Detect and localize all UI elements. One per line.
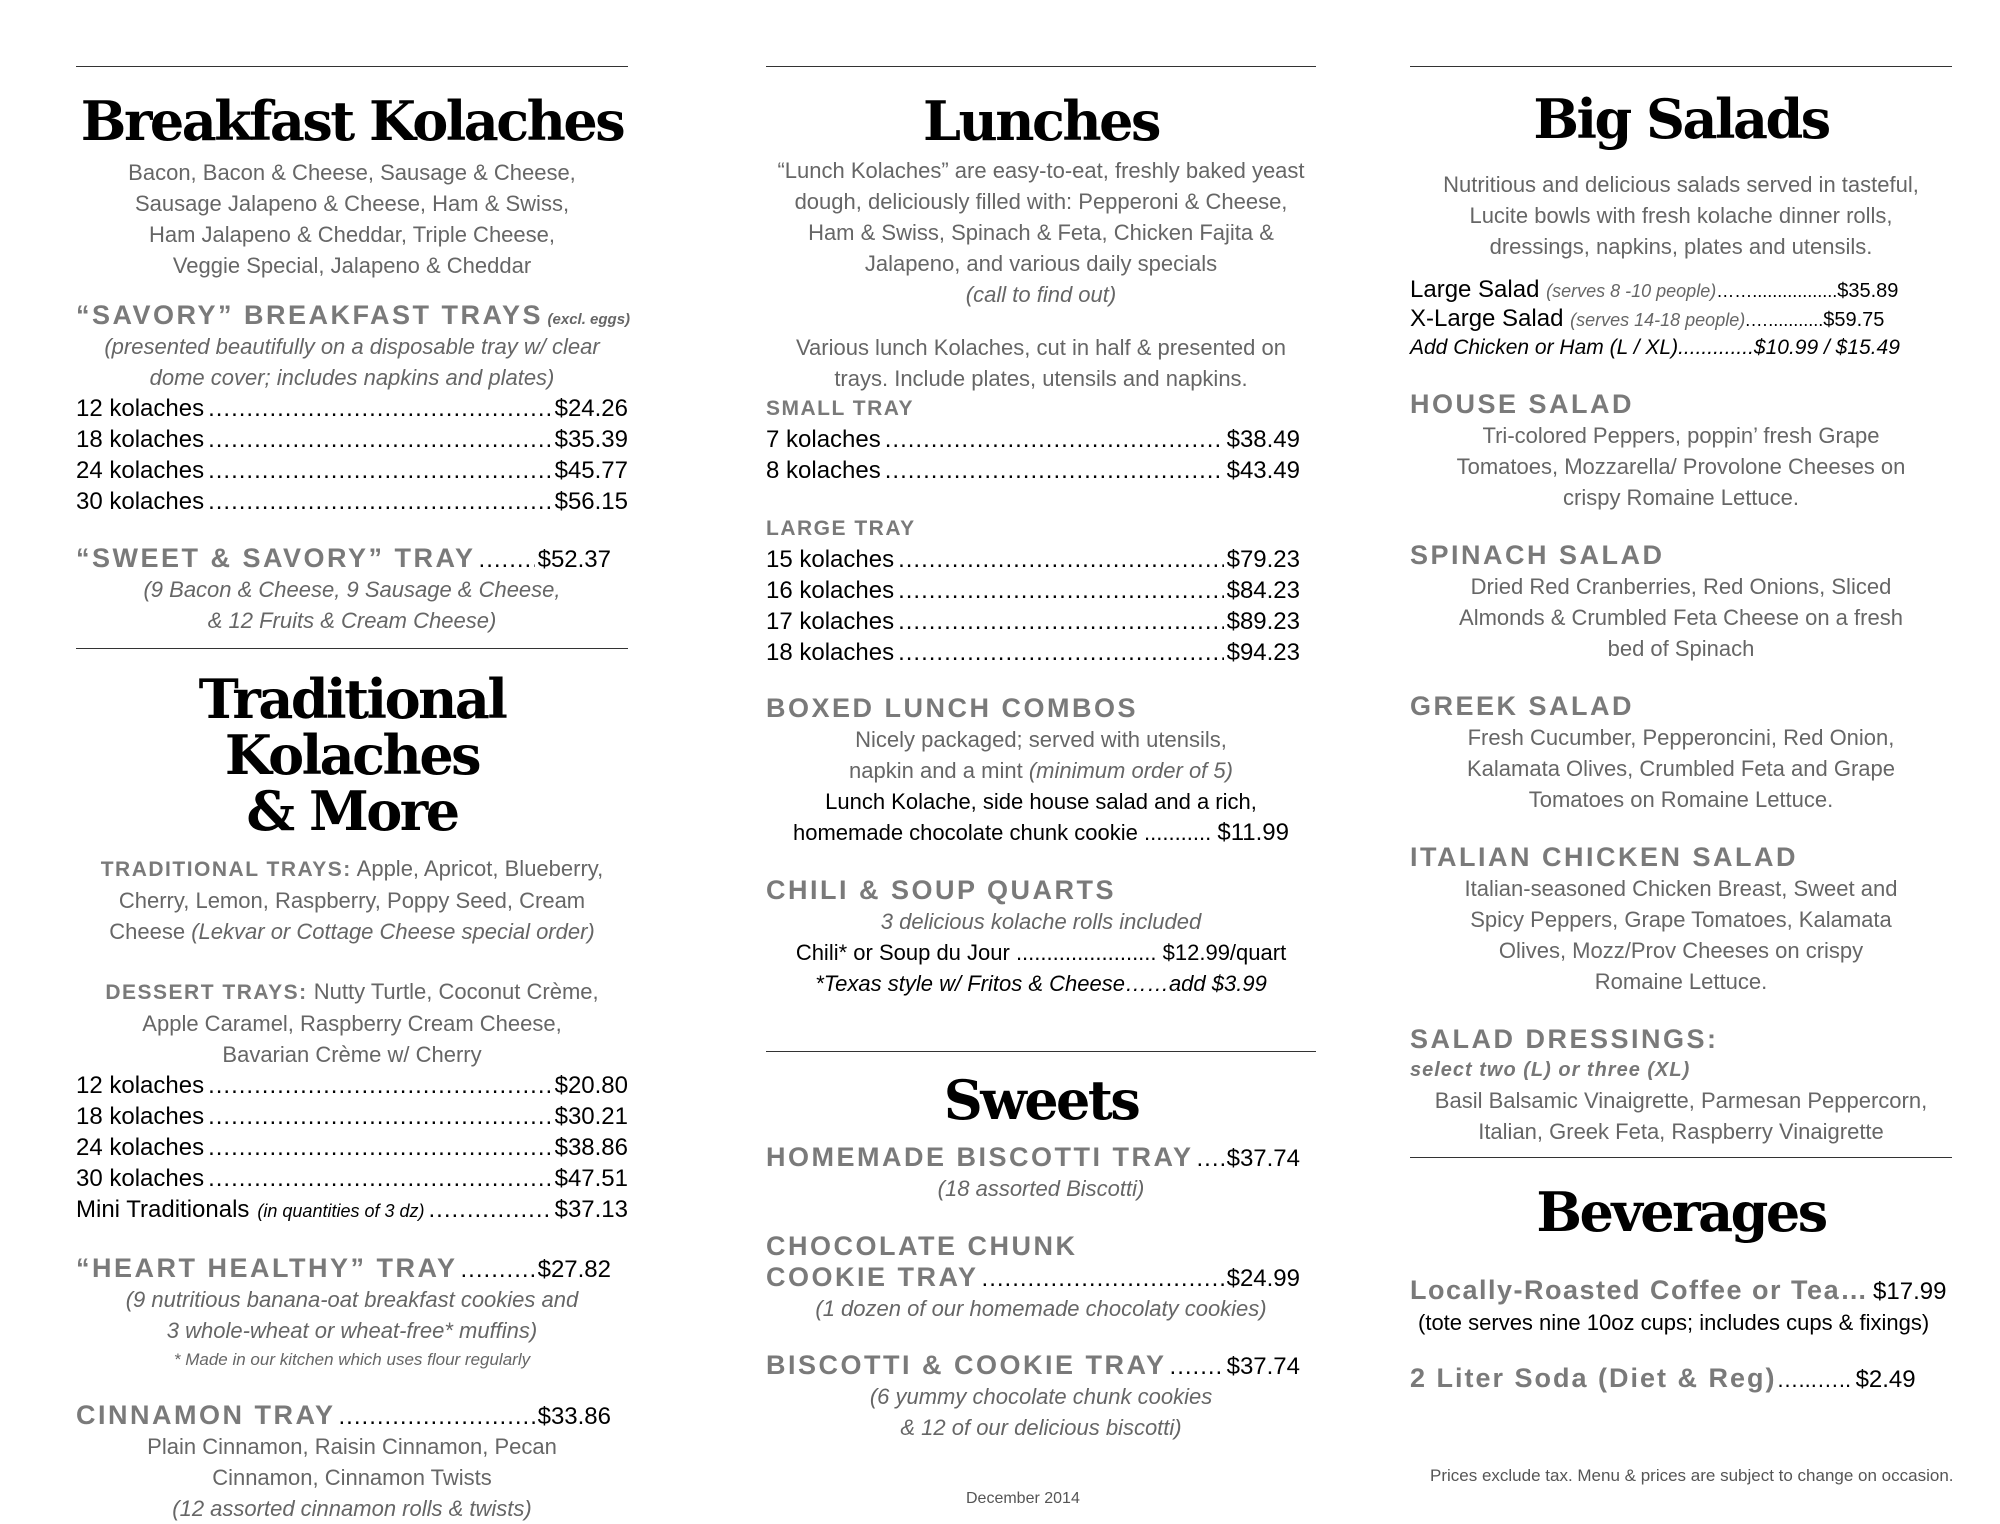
traditional-desc-line	[76, 916, 628, 947]
divider	[1410, 66, 1952, 67]
beverages-title: Beverages	[1536, 1180, 1826, 1244]
salad-item	[1410, 690, 1952, 815]
xlarge-salad-label: X-Large Salad	[1410, 305, 1564, 332]
salad-desc-line: Tomatoes on Romaine Lettuce.	[1528, 787, 1834, 812]
traditional-desc-line: Cherry, Lemon, Raspberry, Poppy Seed, Cream	[118, 888, 586, 913]
mini-note: (in quantities of 3 dz)	[257, 1201, 425, 1221]
mini-label: Mini Traditionals	[76, 1196, 250, 1223]
price-row	[766, 424, 1300, 455]
soda-label: 2 Liter Soda (Diet & Reg)	[1410, 1363, 1777, 1393]
savory-trays-heading: “SAVORY” BREAKFAST TRAYS	[76, 300, 544, 330]
cinnamon-note: (12 assorted cinnamon rolls & twists)	[172, 1496, 532, 1521]
biscotti-tray-row	[766, 1142, 1300, 1173]
xlarge-salad-note: (serves 14-18 people)	[1570, 310, 1746, 330]
salad-item	[1410, 841, 1952, 997]
chocolate-chunk-heading: CHOCOLATE CHUNK	[766, 1231, 1078, 1261]
lunches-desc-line: “Lunch Kolaches” are easy-to-eat, freshly baked yeast	[777, 158, 1305, 183]
coffee-price: $17.99	[1873, 1278, 1947, 1305]
heart-desc-line: (9 nutritious banana-oat breakfast cookies and	[125, 1287, 579, 1312]
cinnamon-tray-row	[76, 1400, 611, 1431]
mini-traditionals-row	[76, 1194, 628, 1227]
lunches-desc-line: Ham & Swiss, Spinach & Feta, Chicken Fajita &	[808, 220, 1274, 245]
dressings-desc-line: Italian, Greek Feta, Raspberry Vinaigrette	[1478, 1119, 1884, 1144]
chili-price: $12.99/quart	[1162, 940, 1287, 965]
dessert-trays-items: Nutty Turtle, Coconut Crème,	[313, 979, 599, 1004]
salad-heading: HOUSE SALAD	[1410, 389, 1635, 419]
salad-desc-line: Italian-seasoned Chicken Breast, Sweet and	[1464, 876, 1898, 901]
dressings-desc-line: Basil Balsamic Vinaigrette, Parmesan Peppercorn,	[1434, 1088, 1928, 1113]
boxed-line-label: homemade chocolate chunk cookie	[793, 820, 1138, 845]
traditional-special: (Lekvar or Cottage Cheese special order)	[191, 919, 595, 944]
soda-row: 2 Liter Soda (Diet & Reg)…...….. $2.49	[1410, 1363, 1916, 1393]
price-row	[766, 606, 1300, 637]
savory-desc-line: (presented beautifully on a disposable tray w/ clear	[104, 334, 600, 359]
sweets-title: Sweets	[943, 1068, 1139, 1132]
salad-heading: SPINACH SALAD	[1410, 540, 1665, 570]
row-price: $89.23	[1226, 608, 1300, 635]
price-row	[766, 575, 1300, 606]
price-row	[766, 455, 1300, 486]
lunches-call-note: (call to find out)	[965, 282, 1117, 307]
column-lunches-sweets	[766, 66, 1316, 1443]
heart-healthy-row	[76, 1253, 611, 1284]
salad-desc-line: Almonds & Crumbled Feta Cheese on a fresh	[1459, 605, 1903, 630]
lunches-desc2-line: trays. Include plates, utensils and napkins.	[834, 366, 1248, 391]
row-label: 17 kolaches	[766, 608, 895, 635]
row-label: 12 kolaches	[76, 395, 205, 422]
coffee-note: (tote serves nine 10oz cups; includes cups & fixings)	[1418, 1310, 1930, 1335]
salad-desc-line: Fresh Cucumber, Pepperoncini, Red Onion,	[1467, 725, 1895, 750]
large-salad-note: (serves 8 -10 people)	[1546, 281, 1717, 301]
boxed-desc-line: Nicely packaged; served with utensils,	[855, 727, 1227, 752]
coffee-row	[1410, 1274, 1962, 1306]
dressings-note: select two (L) or three (XL)	[1410, 1059, 1691, 1081]
dessert-trays-line	[76, 976, 628, 1008]
biscotti-heading: HOMEMADE BISCOTTI TRAY	[766, 1142, 1194, 1172]
breakfast-desc-line: Bacon, Bacon & Cheese, Sausage & Cheese,	[128, 160, 576, 185]
price-row	[76, 486, 628, 517]
divider	[76, 66, 628, 67]
sweet-savory-desc-line: & 12 Fruits & Cream Cheese)	[207, 608, 497, 633]
breakfast-kolaches-title: Breakfast Kolaches	[80, 89, 624, 153]
heart-desc-line: 3 whole-wheat or wheat-free* muffins)	[166, 1318, 538, 1343]
row-label: 15 kolaches	[766, 546, 895, 573]
row-price: $47.51	[554, 1165, 628, 1192]
sweet-savory-price: $52.37	[537, 546, 611, 573]
cinnamon-price: $33.86	[537, 1403, 611, 1430]
heart-note: * Made in our kitchen which uses flour regularly	[173, 1350, 531, 1369]
biscotti-cookie-note-line: (6 yummy chocolate chunk cookies	[869, 1384, 1213, 1409]
price-disclaimer: Prices exclude tax. Menu & prices are subject to change on occasion.	[1430, 1466, 1954, 1485]
price-row	[76, 1070, 628, 1101]
divider	[1410, 1157, 1952, 1158]
column-breakfast-traditional	[76, 66, 631, 1524]
boxed-price-line: homemade chocolate chunk cookie ........... $11.99	[793, 819, 1289, 846]
boxed-minimum-note: (minimum order of 5)	[1028, 758, 1233, 783]
traditional-title-line: Traditional Kolaches	[198, 667, 506, 787]
divider	[76, 648, 628, 649]
lunches-desc2-line: Various lunch Kolaches, cut in half & presented on	[795, 335, 1286, 360]
row-label: 30 kolaches	[76, 1165, 205, 1192]
menu-date: December 2014	[966, 1490, 1080, 1507]
lunches-title: Lunches	[923, 89, 1159, 153]
salad-desc-line: Dried Red Cranberries, Red Onions, Sliced	[1470, 574, 1892, 599]
traditional-cheese: Cheese	[109, 919, 186, 944]
small-tray-heading: SMALL TRAY	[766, 397, 915, 420]
biscotti-cookie-heading: BISCOTTI & COOKIE TRAY	[766, 1350, 1167, 1380]
row-price: $35.39	[554, 426, 628, 453]
row-label: 12 kolaches	[76, 1072, 205, 1099]
cookie-tray-price: $24.99	[1226, 1265, 1300, 1292]
lunches-desc-line: Jalapeno, and various daily specials	[864, 251, 1218, 276]
row-label: 24 kolaches	[76, 457, 205, 484]
row-label: 18 kolaches	[766, 639, 895, 666]
row-label: 18 kolaches	[76, 1103, 205, 1130]
salad-desc-line: Olives, Mozz/Prov Cheeses on crispy	[1498, 938, 1864, 963]
big-salads-title: Big Salads	[1533, 87, 1829, 151]
coffee-label: Locally-Roasted Coffee or Tea…	[1410, 1275, 1869, 1305]
chili-label: Chili* or Soup du Jour	[795, 940, 1010, 965]
salad-item	[1410, 539, 1952, 664]
salad-desc-line: Kalamata Olives, Crumbled Feta and Grape	[1467, 756, 1895, 781]
salad-desc-line: Spicy Peppers, Grape Tomatoes, Kalamata	[1470, 907, 1892, 932]
add-protein-price: $10.99 / $15.49	[1753, 336, 1900, 359]
traditional-trays-line	[76, 853, 628, 885]
xlarge-salad-row: X-Large Salad (serves 14-18 people).…...........$59.75	[1410, 305, 1885, 332]
dessert-trays-label: DESSERT TRAYS:	[105, 981, 308, 1004]
dressings-heading: SALAD DRESSINGS:	[1410, 1024, 1719, 1054]
row-price: $45.77	[554, 457, 628, 484]
row-price: $30.21	[554, 1103, 628, 1130]
salad-item	[1410, 388, 1952, 513]
large-salad-label: Large Salad	[1410, 276, 1540, 303]
salads-desc-line: Nutritious and delicious salads served in tasteful,	[1443, 172, 1919, 197]
price-row	[76, 424, 628, 455]
lunches-desc-line: dough, deliciously filled with: Pepperoni & Cheese,	[794, 189, 1288, 214]
row-price: $43.49	[1226, 457, 1300, 484]
dessert-desc-line: Apple Caramel, Raspberry Cream Cheese,	[142, 1011, 562, 1036]
price-row	[76, 1132, 628, 1163]
price-row	[76, 393, 628, 424]
traditional-title-line: & More	[246, 779, 458, 843]
cookie-tray-heading: COOKIE TRAY	[766, 1262, 979, 1292]
chili-texas-note: *Texas style w/ Fritos & Cheese……add $3.99	[815, 971, 1267, 996]
chili-soup-heading: CHILI & SOUP QUARTS	[766, 875, 1117, 905]
savory-trays-note: (excl. eggs)	[547, 311, 631, 328]
sweet-savory-heading: “SWEET & SAVORY” TRAY	[76, 543, 476, 573]
boxed-line: Lunch Kolache, side house salad and a rich,	[825, 789, 1257, 814]
breakfast-desc-line: Sausage Jalapeno & Cheese, Ham & Swiss,	[134, 191, 570, 216]
divider	[766, 1051, 1316, 1052]
traditional-trays-items: Apple, Apricot, Blueberry,	[356, 856, 604, 881]
breakfast-desc-line: Ham Jalapeno & Cheddar, Triple Cheese,	[148, 222, 555, 247]
row-label: 24 kolaches	[76, 1134, 205, 1161]
row-price: $79.23	[1226, 546, 1300, 573]
boxed-lunch-heading: BOXED LUNCH COMBOS	[766, 693, 1139, 723]
salad-desc-line: Tomatoes, Mozzarella/ Provolone Cheeses on	[1456, 454, 1906, 479]
biscotti-price: $37.74	[1226, 1145, 1300, 1172]
price-row	[766, 637, 1300, 668]
cinnamon-desc-line: Cinnamon, Cinnamon Twists	[212, 1465, 492, 1490]
price-row	[76, 1101, 628, 1132]
cookie-tray-row	[766, 1262, 1300, 1293]
traditional-trays-label: TRADITIONAL TRAYS:	[100, 858, 352, 881]
breakfast-desc-line: Veggie Special, Jalapeno & Cheddar	[172, 253, 532, 278]
row-price: $20.80	[554, 1072, 628, 1099]
savory-desc-line: dome cover; includes napkins and plates)	[149, 365, 555, 390]
salads-desc-line: Lucite bowls with fresh kolache dinner rolls,	[1469, 203, 1893, 228]
dessert-desc-line: Bavarian Crème w/ Cherry	[222, 1042, 482, 1067]
salad-dressings	[1410, 1023, 1952, 1147]
price-row	[766, 544, 1300, 575]
row-price: $84.23	[1226, 577, 1300, 604]
biscotti-note: (18 assorted Biscotti)	[937, 1176, 1145, 1201]
chili-note: 3 delicious kolache rolls included	[880, 909, 1202, 934]
row-label: 7 kolaches	[766, 426, 881, 453]
soda-price: $2.49	[1855, 1366, 1916, 1393]
cookie-tray-note: (1 dozen of our homemade chocolaty cookies)	[815, 1296, 1267, 1321]
salad-desc-line: bed of Spinach	[1607, 636, 1755, 661]
boxed-price: $11.99	[1217, 819, 1289, 846]
column-salads-beverages	[1410, 66, 1962, 1394]
add-protein-row: Add Chicken or Ham (L / XL).............$10.99 / $15.49	[1410, 336, 1900, 359]
chili-price-line: Chili* or Soup du Jour ....................... $12.99/quart	[795, 940, 1287, 965]
salad-heading: GREEK SALAD	[1410, 691, 1635, 721]
row-price: $56.15	[554, 488, 628, 515]
row-label: 8 kolaches	[766, 457, 881, 484]
large-tray-heading: LARGE TRAY	[766, 517, 916, 540]
salads-desc-line: dressings, napkins, plates and utensils.	[1489, 234, 1873, 259]
row-price: $38.86	[554, 1134, 628, 1161]
xlarge-salad-price: $59.75	[1823, 309, 1885, 331]
heart-healthy-price: $27.82	[537, 1256, 611, 1283]
row-price: $38.49	[1226, 426, 1300, 453]
biscotti-cookie-tray-row	[766, 1350, 1300, 1381]
large-salad-row: Large Salad (serves 8 -10 people)…….................$35.89	[1410, 276, 1899, 303]
large-salad-price: $35.89	[1837, 280, 1899, 302]
cinnamon-desc-line: Plain Cinnamon, Raisin Cinnamon, Pecan	[147, 1434, 557, 1459]
biscotti-cookie-price: $37.74	[1226, 1353, 1300, 1380]
divider	[766, 66, 1316, 67]
sweet-savory-tray-row	[76, 543, 611, 574]
price-row	[76, 1163, 628, 1194]
row-price: $24.26	[554, 395, 628, 422]
add-protein-label: Add Chicken or Ham (L / XL)	[1410, 336, 1679, 359]
row-label: 18 kolaches	[76, 426, 205, 453]
salad-desc-line: crispy Romaine Lettuce.	[1563, 485, 1799, 510]
sweet-savory-desc-line: (9 Bacon & Cheese, 9 Sausage & Cheese,	[143, 577, 561, 602]
boxed-desc-text: napkin and a mint	[849, 758, 1023, 783]
boxed-desc-line	[766, 755, 1316, 786]
row-label: 16 kolaches	[766, 577, 895, 604]
salad-desc-line: Romaine Lettuce.	[1594, 969, 1768, 994]
price-row	[76, 455, 628, 486]
cinnamon-heading: CINNAMON TRAY	[76, 1400, 336, 1430]
biscotti-cookie-note-line: & 12 of our delicious biscotti)	[900, 1415, 1182, 1440]
row-price: $94.23	[1226, 639, 1300, 666]
mini-price: $37.13	[554, 1196, 628, 1223]
row-label: 30 kolaches	[76, 488, 205, 515]
traditional-kolaches-title	[76, 667, 628, 843]
salad-desc-line: Tri-colored Peppers, poppin’ fresh Grape	[1482, 423, 1880, 448]
heart-healthy-heading: “HEART HEALTHY” TRAY	[76, 1253, 458, 1283]
salad-heading: ITALIAN CHICKEN SALAD	[1410, 842, 1798, 872]
